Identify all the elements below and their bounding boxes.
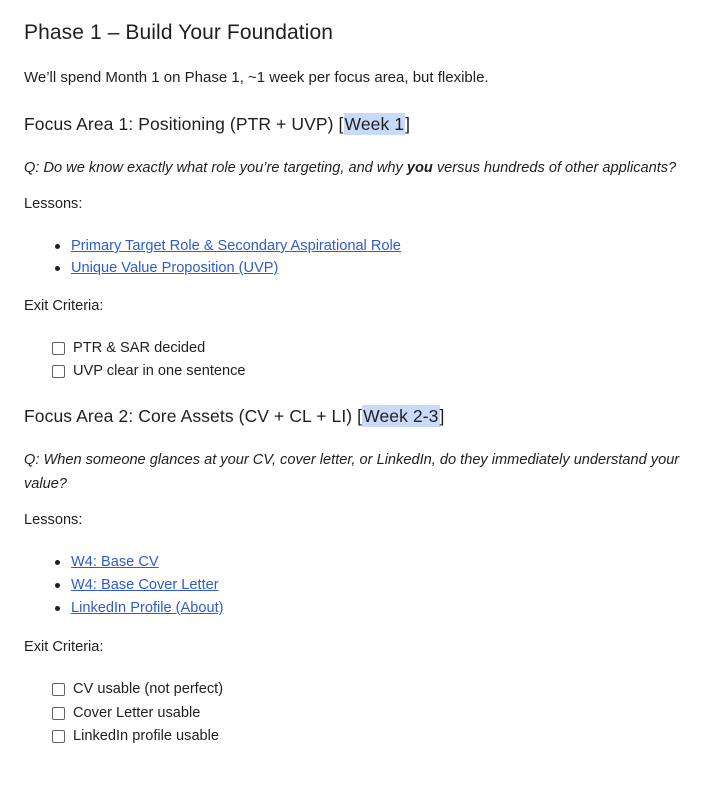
exit-criteria-checklist — [24, 337, 688, 383]
lessons-label: Lessons: — [24, 512, 83, 528]
bullet-icon — [55, 583, 60, 588]
question-bold-word: you — [406, 160, 433, 176]
lesson-link[interactable]: Unique Value Proposition (UVP) — [71, 260, 279, 276]
intro-text: We’ll spend Month 1 on Phase 1, ~1 week per focus area, but flexible. — [24, 69, 489, 86]
exit-criteria-label: Exit Criteria: — [24, 639, 104, 655]
heading-text: Focus Area 1: Positioning (PTR + UVP) [ — [24, 114, 344, 134]
checklist-item-label: LinkedIn profile usable — [73, 728, 220, 744]
list-item — [55, 235, 688, 257]
checklist-item — [52, 337, 688, 360]
checklist-item-label: UVP clear in one sentence — [73, 363, 246, 379]
focus-area-1-heading — [24, 114, 688, 135]
heading-text: ] — [439, 406, 445, 426]
exit-criteria-label: Exit Criteria: — [24, 298, 104, 314]
lesson-link[interactable]: LinkedIn Profile (About) — [71, 600, 224, 616]
bullet-icon — [55, 266, 60, 271]
checklist-item — [52, 725, 688, 749]
checklist-item-label: Cover Letter usable — [73, 704, 201, 721]
question-text: Q: Do we know exactly what role you’re targeting, and why you versus hundreds of other applicants? — [24, 160, 677, 176]
focus-area-2-section — [24, 406, 688, 749]
lesson-link[interactable]: Primary Target Role & Secondary Aspirational Role — [71, 238, 401, 254]
list-item — [55, 257, 688, 279]
heading-text: ] — [405, 114, 411, 134]
lesson-link[interactable]: W4: Base Cover Letter — [71, 577, 219, 593]
checkbox-unchecked[interactable] — [52, 683, 65, 696]
focus-area-2-heading — [24, 406, 688, 427]
exit-criteria-checklist — [24, 678, 688, 749]
page-title: Phase 1 – Build Your Foundation — [24, 21, 334, 44]
heading-text: Focus Area 2: Core Assets (CV + CL + LI) [ — [24, 406, 363, 426]
checkbox-unchecked[interactable] — [52, 342, 65, 355]
bullet-icon — [55, 560, 60, 565]
checklist-item — [52, 678, 688, 702]
focus-area-1-section — [24, 114, 688, 383]
checklist-item — [52, 702, 688, 726]
lessons-list — [24, 235, 688, 279]
checklist-item-label: CV usable (not perfect) — [73, 681, 224, 697]
checklist-item-label: PTR & SAR decided — [73, 340, 206, 356]
list-item — [55, 574, 688, 597]
checklist-item — [52, 360, 688, 383]
week-highlight: Week 2-3 — [363, 406, 439, 426]
question-text: Q: When someone glances at your CV, cover letter, or LinkedIn, do they immediately understand your value? — [24, 452, 680, 492]
lessons-list — [24, 551, 688, 620]
list-item — [55, 551, 688, 574]
bullet-icon — [55, 244, 60, 249]
lesson-link[interactable]: W4: Base CV — [71, 554, 159, 570]
bullet-icon — [55, 606, 60, 611]
lessons-label: Lessons: — [24, 196, 83, 212]
week-highlight: Week 1 — [344, 114, 405, 134]
checkbox-unchecked[interactable] — [52, 707, 65, 720]
list-item — [55, 597, 688, 620]
checkbox-unchecked[interactable] — [52, 730, 65, 743]
checkbox-unchecked[interactable] — [52, 365, 65, 378]
